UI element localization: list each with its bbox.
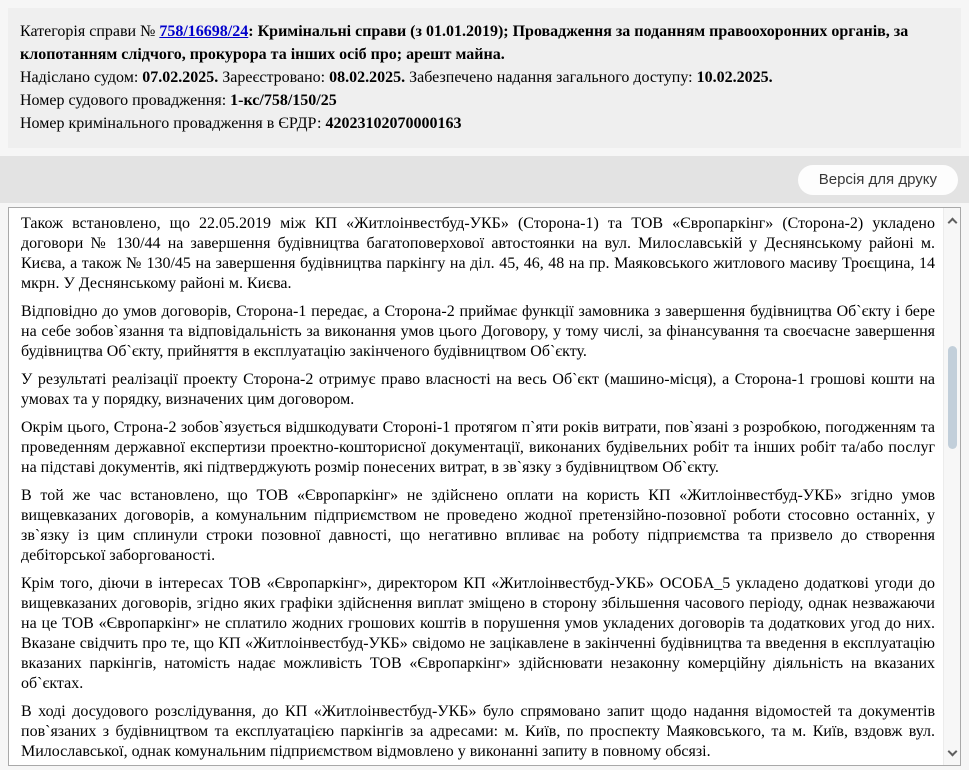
erdr-label: Номер кримінального провадження в ЄРДР:: [20, 115, 322, 132]
decision-paragraph: В ході досудового розслідування, до КП «Житлоінвестбуд-УКБ» було спрямовано запит щодо надання відомостей та документів пов`язаних з будівництвом та експлуатацією паркінгів за адресами: м. Київ, по проспекту Маяковського, та м. Київ, вздовж вул. Милославської, однак комунальним підприємством відмовлено у виконанні запиту в повному обсязі.: [21, 703, 935, 760]
access-label: Забезпечено надання загального доступу:: [409, 69, 693, 86]
chevron-down-icon: [947, 746, 957, 756]
case-number-link[interactable]: 758/16698/24: [159, 23, 249, 40]
toolbar-band: [0, 156, 969, 203]
decision-paragraph: У результаті реалізації проекту Сторона-2 отримує право власності на весь Об`єкт (машино-місця), а Сторона-1 грошові кошти на умовах та у порядку, визначених цим договором.: [21, 371, 935, 408]
registered-label: Зареєстровано:: [222, 69, 326, 86]
decision-paragraph: В той же час встановлено, що ТОВ «Європаркінг» не здійснено оплати на користь КП «Житлоінвестбуд-УКБ» згідно умов вищевказаних договорів, а комунальним підприємством не проведено жодної претензійно-позовної роботи стосовно останніх, у зв`язку із цим сплинули строки позовної давності, що негативно впливає на роботу підприємства та призвело до створення дебіторської заборгованості.: [21, 487, 935, 564]
case-category-label: Категорія справи №: [20, 23, 156, 40]
proceeding-label: Номер судового провадження:: [20, 92, 227, 109]
decision-text: [9, 208, 943, 765]
decision-paragraph: Відповідно до умов договорів, Сторона-1 передає, а Сторона-2 приймає функції замовника з завершення будівництва Об`єкту і бере на себе зобов`язання та відповідальність за виконання умов цього Договору, у тому числі, за фінансування та своєчасне завершення будівництва Об`єкту, прийняття в експлуатацію закінченого будівництвом Об`єкту.: [21, 303, 935, 360]
registered-date: 08.02.2025.: [329, 69, 406, 86]
vertical-scrollbar[interactable]: [943, 208, 960, 765]
sent-label: Надіслано судом:: [20, 69, 139, 86]
decision-paragraph: Також встановлено, що 22.05.2019 між КП «Житлоінвестбуд-УКБ» (Сторона-1) та ТОВ «Європаркінг» (Сторона-2) укладено договори № 130/44 на завершення будівництва багатоповерхової автостоянки на вул. Милославській у Деснянському районі м. Києва, а також № 130/45 на завершення будівництва паркінгу на діл. 45, 46, 48 на пр. Маяковського житлового масиву Троєщина, 14 мкрн. У Деснянському районі м. Києва.: [21, 215, 935, 292]
scroll-down-button[interactable]: [944, 744, 960, 762]
erdr-number: 42023102070000163: [325, 115, 462, 132]
erdr-line: [20, 112, 945, 135]
case-dates-line: [20, 66, 945, 89]
chevron-up-icon: [947, 217, 957, 227]
decision-paragraph: Окрім цього, Строна-2 зобов`язується відшкодувати Стороні-1 протягом п`яти років витрати, пов`язані з розробкою, погодженням та проведенням державної експертизи проектно-кошторисної документації, виконаних будівельних робіт та інших робіт та/або послуг на підставі документів, які підтверджують розмір понесених витрат, в зв`язку з будівництвом Об`єкту.: [21, 419, 935, 476]
sent-date: 07.02.2025.: [142, 69, 219, 86]
case-metadata-panel: [8, 8, 961, 148]
case-category-line: [20, 20, 945, 66]
access-date: 10.02.2025.: [696, 69, 773, 86]
decision-text-box: [8, 207, 961, 766]
case-category-value: Кримінальні справи (з 01.01.2019); Провадження за поданням правоохоронних органів, за клопотанням слідчого, прокурора та інших осіб про; арешт майна.: [20, 23, 909, 63]
proceeding-number: 1-кс/758/150/25: [230, 92, 337, 109]
court-proceeding-line: [20, 89, 945, 112]
print-version-button[interactable]: Версія для друку: [798, 165, 958, 195]
decision-paragraph: Крім того, діючи в інтересах ТОВ «Європаркінг», директором КП «Житлоінвестбуд-УКБ» ОСОБА_5 укладено додаткові угоди до вищевказаних договорів, згідно яких графіки здійснення виплат зміщено в сторону збільшення часового періоду, однак незважаючи на це ТОВ «Європаркінг» не сплатило жодних грошових коштів в порушення умов укладених договорів та додаткових угод до них. Вказане свідчить про те, що КП «Житлоінвестбуд-УКБ» свідомо не зацікавлене в закінченні будівництва та введення в експлуатацію вказаних паркінгів, натомість надає можливість ТОВ «Європаркінг» здійснювати незаконну комерційну діяльність на вказаних об`єктах.: [21, 575, 935, 692]
category-separator: :: [248, 23, 254, 40]
scroll-up-button[interactable]: [944, 211, 960, 229]
scrollbar-thumb[interactable]: [948, 346, 957, 449]
